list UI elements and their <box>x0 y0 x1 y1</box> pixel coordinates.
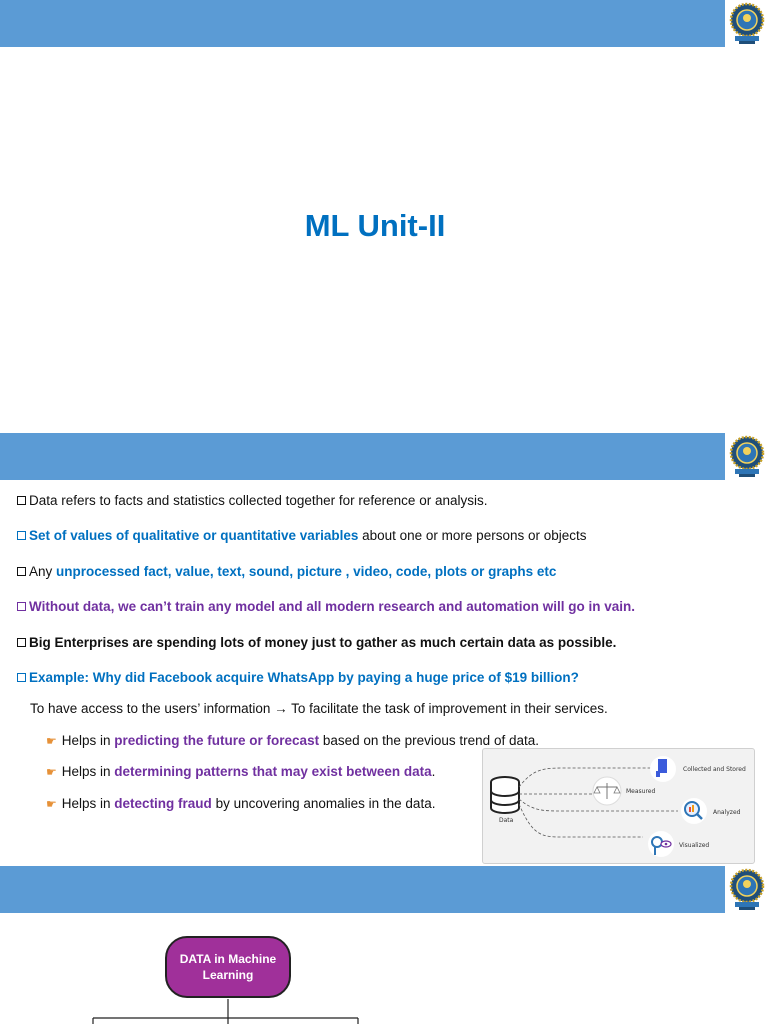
data-definition-slide <box>0 433 768 866</box>
bullet-item <box>17 493 487 508</box>
bullet-highlight: Without data, we can’t train any model and all modern research and automation will go in vain. <box>29 599 635 614</box>
collected-label: Collected and Stored <box>683 766 746 773</box>
checkbox-bullet-icon <box>17 673 26 682</box>
scale-icon <box>593 777 621 805</box>
bullet-highlight: Set of values of qualitative or quantitative variables <box>29 528 359 543</box>
bullet-text: Any <box>29 564 57 579</box>
node-label-line: DATA in Machine <box>179 951 277 966</box>
emblem-icon <box>727 435 767 479</box>
magnifier-chart-icon <box>681 798 707 824</box>
bullet-highlight: unprocessed fact, value, text, sound, picture , video, code, plots or graphs etc <box>56 564 557 579</box>
analyzed-label: Analyzed <box>713 809 741 816</box>
header-band <box>0 433 725 480</box>
institution-logo <box>725 0 768 47</box>
sub-bullet: ☛ Helps in detecting fraud by uncovering anomalies in the data. <box>46 796 436 811</box>
visualized-label: Visualized <box>679 842 710 849</box>
header-band <box>0 0 725 47</box>
arrow-icon: → <box>274 701 288 716</box>
visualize-icon <box>648 831 674 857</box>
sub-bullet: ☛ Helps in determining patterns that may exist between data. <box>46 764 436 779</box>
bullet-item <box>17 670 579 685</box>
bullet-text: Data refers to facts and statistics collected together for reference or analysis. <box>29 493 488 508</box>
pointing-hand-icon: ☛ <box>46 797 57 811</box>
checkbox-bullet-icon <box>17 567 26 576</box>
bullet-text: about one or more persons or objects <box>358 528 587 543</box>
checkbox-bullet-icon <box>17 531 26 540</box>
bullet-text: Big Enterprises are spending lots of money just to gather as much certain data as possible. <box>29 635 617 650</box>
slide-title: ML Unit-II <box>304 208 446 243</box>
measured-label: Measured <box>626 788 656 795</box>
checkbox-bullet-icon <box>17 638 26 647</box>
title-slide <box>0 0 768 433</box>
data-in-ml-node <box>165 936 291 998</box>
checkbox-bullet-icon <box>17 602 26 611</box>
institution-logo <box>725 866 768 913</box>
bullet-highlight: Example: Why did Facebook acquire WhatsApp by paying a huge price of $19 billion? <box>29 670 579 685</box>
example-answer: To have access to the users’ information → To facilitate the task of improvement in their services. <box>30 701 608 716</box>
emblem-icon <box>727 2 767 46</box>
data-lifecycle-image <box>482 748 755 864</box>
checkbox-bullet-icon <box>17 496 26 505</box>
pointing-hand-icon: ☛ <box>46 765 57 779</box>
emblem-icon <box>727 868 767 912</box>
sub-bullet: ☛ Helps in predicting the future or forecast based on the previous trend of data. <box>46 733 539 748</box>
storage-icon <box>650 756 676 782</box>
data-label: Data <box>499 817 514 824</box>
header-band <box>0 866 725 913</box>
pointing-hand-icon: ☛ <box>46 734 57 748</box>
data-types-slide <box>0 866 768 1024</box>
institution-logo <box>725 433 768 480</box>
bullet-item <box>17 564 556 579</box>
database-icon <box>491 777 519 813</box>
bullet-item <box>17 528 587 543</box>
bullet-item <box>17 635 616 650</box>
node-label-line: Learning <box>202 968 254 982</box>
bullet-item <box>17 599 635 614</box>
